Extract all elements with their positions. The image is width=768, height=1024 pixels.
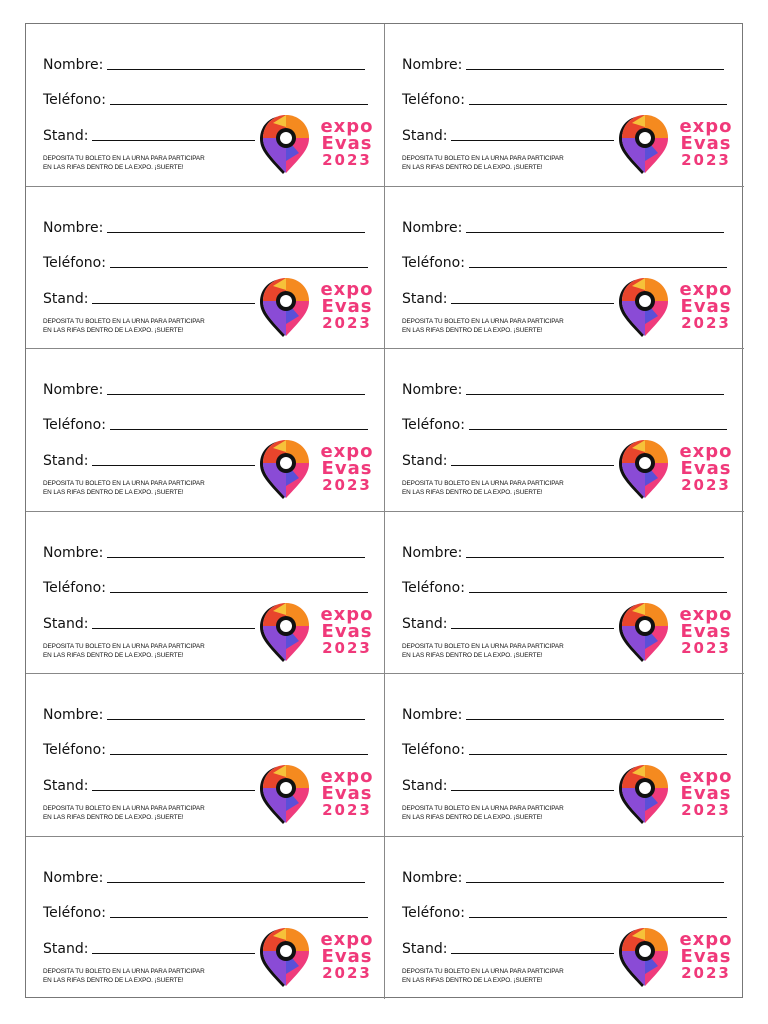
stand-field: [43, 122, 255, 144]
note-line-1: DEPOSITA TU BOLETO EN LA URNA PARA PARTICIPAR: [43, 642, 205, 650]
note-line-2: EN LAS RIFAS DENTRO DE LA EXPO. ¡SUERTE!: [402, 326, 543, 334]
brand-line-expo: expo: [679, 278, 733, 300]
stand-field: [43, 935, 255, 957]
telefono-label: Teléfono:: [43, 579, 106, 596]
telefono-label: Teléfono:: [43, 92, 106, 108]
raffle-ticket: [385, 24, 744, 187]
map-pin-icon: [259, 113, 311, 175]
brand-line-evas: Evas: [680, 458, 732, 479]
brand-line-evas: Evas: [321, 945, 373, 967]
nombre-field: [43, 701, 365, 723]
telefono-field: [43, 249, 368, 271]
telefono-input-line[interactable]: [110, 592, 368, 593]
note-line-1: DEPOSITA TU BOLETO EN LA URNA PARA PARTICIPAR: [43, 155, 205, 162]
brand-line-year: 2023: [681, 801, 731, 819]
raffle-ticket: [26, 512, 385, 675]
brand-line-evas: Evas: [321, 133, 373, 154]
nombre-field: [402, 51, 724, 73]
instructions-note: [402, 154, 612, 172]
nombre-label: Nombre:: [43, 219, 104, 236]
nombre-field: [43, 864, 365, 886]
map-pin-icon: [618, 276, 670, 338]
telefono-input-line[interactable]: [469, 429, 727, 430]
note-line-1: DEPOSITA TU BOLETO EN LA URNA PARA PARTICIPAR: [43, 967, 205, 975]
nombre-label: Nombre:: [402, 57, 463, 73]
brand-line-year: 2023: [322, 476, 372, 494]
map-pin-icon: [618, 763, 670, 825]
expo-evas-logo: [618, 763, 736, 827]
nombre-input-line[interactable]: [466, 557, 724, 558]
nombre-input-line[interactable]: [107, 882, 365, 883]
stand-field: [402, 935, 614, 957]
map-pin-icon: [259, 763, 311, 825]
brand-line-expo: expo: [320, 603, 374, 625]
telefono-input-line[interactable]: [110, 104, 368, 105]
raffle-ticket: [385, 837, 744, 1000]
instructions-note: [402, 479, 612, 497]
nombre-label: Nombre:: [43, 869, 104, 886]
nombre-field: [43, 539, 365, 561]
note-line-2: EN LAS RIFAS DENTRO DE LA EXPO. ¡SUERTE!: [43, 164, 184, 171]
brand-wordmark: [316, 928, 378, 982]
nombre-input-line[interactable]: [466, 69, 724, 70]
brand-line-year: 2023: [681, 476, 731, 494]
telefono-label: Teléfono:: [402, 417, 465, 433]
brand-wordmark: [675, 278, 737, 332]
nombre-label: Nombre:: [402, 869, 463, 886]
telefono-field: [43, 86, 368, 108]
brand-line-year: 2023: [681, 313, 731, 332]
brand-line-evas: Evas: [321, 620, 373, 642]
brand-line-evas: Evas: [680, 133, 732, 154]
stand-field: [402, 447, 614, 469]
brand-line-evas: Evas: [680, 945, 732, 967]
brand-line-expo: expo: [320, 116, 374, 137]
brand-line-expo: expo: [320, 928, 374, 950]
note-line-2: EN LAS RIFAS DENTRO DE LA EXPO. ¡SUERTE!: [402, 976, 543, 984]
telefono-label: Teléfono:: [402, 742, 465, 758]
telefono-label: Teléfono:: [43, 904, 106, 921]
telefono-field: [43, 574, 368, 596]
stand-field: [43, 447, 255, 469]
instructions-note: [43, 317, 253, 335]
nombre-label: Nombre:: [43, 707, 104, 723]
nombre-field: [402, 376, 724, 398]
note-line-2: EN LAS RIFAS DENTRO DE LA EXPO. ¡SUERTE!: [43, 651, 184, 659]
raffle-ticket: [385, 349, 744, 512]
stand-label: Stand:: [43, 615, 89, 632]
note-line-1: DEPOSITA TU BOLETO EN LA URNA PARA PARTICIPAR: [43, 317, 205, 325]
brand-line-evas: Evas: [321, 783, 373, 804]
stand-input-line[interactable]: [451, 628, 614, 629]
instructions-note: [43, 154, 253, 172]
brand-line-year: 2023: [322, 638, 372, 657]
nombre-field: [43, 376, 365, 398]
telefono-field: [402, 574, 727, 596]
brand-line-evas: Evas: [680, 295, 732, 317]
stand-label: Stand:: [402, 615, 448, 632]
stand-input-line[interactable]: [451, 465, 614, 466]
brand-line-year: 2023: [681, 151, 731, 169]
telefono-input-line[interactable]: [110, 754, 368, 755]
stand-input-line[interactable]: [92, 303, 255, 304]
brand-line-evas: Evas: [321, 295, 373, 317]
telefono-field: [402, 249, 727, 271]
note-line-2: EN LAS RIFAS DENTRO DE LA EXPO. ¡SUERTE!: [43, 976, 184, 984]
nombre-field: [402, 539, 724, 561]
brand-line-year: 2023: [322, 313, 372, 332]
expo-evas-logo: [618, 438, 736, 502]
telefono-field: [43, 411, 368, 433]
stand-input-line[interactable]: [92, 953, 255, 954]
note-line-2: EN LAS RIFAS DENTRO DE LA EXPO. ¡SUERTE!: [402, 651, 543, 659]
note-line-1: DEPOSITA TU BOLETO EN LA URNA PARA PARTICIPAR: [43, 805, 205, 812]
raffle-ticket: [385, 674, 744, 837]
note-line-2: EN LAS RIFAS DENTRO DE LA EXPO. ¡SUERTE!: [402, 814, 543, 821]
note-line-1: DEPOSITA TU BOLETO EN LA URNA PARA PARTICIPAR: [402, 480, 564, 487]
stand-input-line[interactable]: [451, 303, 614, 304]
brand-line-expo: expo: [679, 928, 733, 950]
expo-evas-logo: [618, 601, 736, 665]
brand-line-evas: Evas: [680, 783, 732, 804]
map-pin-icon: [618, 438, 670, 500]
nombre-label: Nombre:: [402, 219, 463, 236]
map-pin-icon: [618, 926, 670, 988]
telefono-field: [402, 899, 727, 921]
raffle-ticket: [26, 674, 385, 837]
instructions-note: [402, 317, 612, 335]
map-pin-icon: [259, 926, 311, 988]
note-line-1: DEPOSITA TU BOLETO EN LA URNA PARA PARTICIPAR: [402, 642, 564, 650]
brand-wordmark: [316, 443, 378, 493]
stand-input-line[interactable]: [92, 628, 255, 629]
brand-wordmark: [316, 278, 378, 332]
stand-field: [43, 285, 255, 307]
expo-evas-logo: [618, 276, 736, 340]
stand-input-line[interactable]: [92, 140, 255, 141]
nombre-input-line[interactable]: [466, 394, 724, 395]
brand-wordmark: [316, 768, 378, 818]
map-pin-icon: [259, 438, 311, 500]
map-pin-icon: [618, 601, 670, 663]
telefono-field: [43, 736, 368, 758]
brand-line-evas: Evas: [680, 620, 732, 642]
brand-wordmark: [316, 118, 378, 168]
telefono-label: Teléfono:: [43, 417, 106, 433]
telefono-input-line[interactable]: [469, 754, 727, 755]
stand-field: [43, 772, 255, 794]
note-line-1: DEPOSITA TU BOLETO EN LA URNA PARA PARTICIPAR: [43, 480, 205, 487]
nombre-label: Nombre:: [402, 544, 463, 561]
brand-line-expo: expo: [679, 603, 733, 625]
brand-line-expo: expo: [320, 278, 374, 300]
stand-label: Stand:: [402, 453, 448, 469]
expo-evas-logo: [259, 763, 377, 827]
raffle-ticket: [26, 187, 385, 350]
instructions-note: [43, 642, 253, 660]
instructions-note: [402, 967, 612, 985]
raffle-ticket: [26, 837, 385, 1000]
expo-evas-logo: [259, 601, 377, 665]
stand-field: [402, 122, 614, 144]
ticket-sheet: [25, 23, 743, 998]
telefono-field: [43, 899, 368, 921]
brand-wordmark: [675, 928, 737, 982]
raffle-ticket: [385, 187, 744, 350]
nombre-input-line[interactable]: [466, 719, 724, 720]
brand-line-expo: expo: [679, 441, 733, 462]
expo-evas-logo: [259, 438, 377, 502]
nombre-field: [43, 214, 365, 236]
brand-line-expo: expo: [679, 766, 733, 787]
map-pin-icon: [259, 276, 311, 338]
note-line-2: EN LAS RIFAS DENTRO DE LA EXPO. ¡SUERTE!: [402, 489, 543, 496]
stand-input-line[interactable]: [92, 465, 255, 466]
nombre-label: Nombre:: [43, 57, 104, 73]
instructions-note: [402, 642, 612, 660]
nombre-input-line[interactable]: [107, 394, 365, 395]
nombre-input-line[interactable]: [107, 719, 365, 720]
telefono-input-line[interactable]: [469, 917, 727, 918]
nombre-input-line[interactable]: [107, 557, 365, 558]
nombre-field: [402, 701, 724, 723]
nombre-input-line[interactable]: [107, 232, 365, 233]
instructions-note: [402, 804, 612, 822]
stand-label: Stand:: [43, 290, 89, 307]
note-line-1: DEPOSITA TU BOLETO EN LA URNA PARA PARTICIPAR: [402, 805, 564, 812]
brand-line-year: 2023: [681, 963, 731, 982]
telefono-input-line[interactable]: [110, 267, 368, 268]
stand-label: Stand:: [43, 453, 89, 469]
expo-evas-logo: [259, 113, 377, 177]
telefono-input-line[interactable]: [469, 592, 727, 593]
brand-wordmark: [316, 603, 378, 657]
stand-label: Stand:: [43, 778, 89, 794]
stand-field: [402, 285, 614, 307]
brand-wordmark: [675, 443, 737, 493]
telefono-label: Teléfono:: [43, 742, 106, 758]
brand-line-expo: expo: [320, 766, 374, 787]
nombre-input-line[interactable]: [107, 69, 365, 70]
stand-field: [402, 610, 614, 632]
nombre-input-line[interactable]: [466, 232, 724, 233]
stand-label: Stand:: [402, 778, 448, 794]
stand-label: Stand:: [402, 128, 448, 144]
telefono-label: Teléfono:: [402, 92, 465, 108]
stand-input-line[interactable]: [92, 790, 255, 791]
telefono-label: Teléfono:: [43, 254, 106, 271]
map-pin-icon: [259, 601, 311, 663]
nombre-label: Nombre:: [402, 382, 463, 398]
raffle-ticket: [26, 349, 385, 512]
stand-label: Stand:: [402, 940, 448, 957]
nombre-field: [43, 51, 365, 73]
expo-evas-logo: [259, 276, 377, 340]
stand-input-line[interactable]: [451, 790, 614, 791]
note-line-2: EN LAS RIFAS DENTRO DE LA EXPO. ¡SUERTE!: [43, 814, 184, 821]
stand-input-line[interactable]: [451, 953, 614, 954]
instructions-note: [43, 479, 253, 497]
expo-evas-logo: [618, 113, 736, 177]
stand-label: Stand:: [43, 940, 89, 957]
expo-evas-logo: [259, 926, 377, 990]
brand-line-year: 2023: [322, 801, 372, 819]
stand-label: Stand:: [402, 290, 448, 307]
brand-line-year: 2023: [322, 963, 372, 982]
brand-line-expo: expo: [320, 441, 374, 462]
brand-wordmark: [675, 118, 737, 168]
brand-line-expo: expo: [679, 116, 733, 137]
nombre-label: Nombre:: [402, 707, 463, 723]
telefono-label: Teléfono:: [402, 254, 465, 271]
telefono-field: [402, 411, 727, 433]
stand-field: [402, 772, 614, 794]
telefono-field: [402, 86, 727, 108]
instructions-note: [43, 967, 253, 985]
stand-field: [43, 610, 255, 632]
brand-wordmark: [675, 603, 737, 657]
nombre-field: [402, 864, 724, 886]
note-line-1: DEPOSITA TU BOLETO EN LA URNA PARA PARTICIPAR: [402, 155, 564, 162]
telefono-field: [402, 736, 727, 758]
expo-evas-logo: [618, 926, 736, 990]
telefono-input-line[interactable]: [469, 104, 727, 105]
note-line-2: EN LAS RIFAS DENTRO DE LA EXPO. ¡SUERTE!: [43, 326, 184, 334]
telefono-input-line[interactable]: [110, 917, 368, 918]
nombre-input-line[interactable]: [466, 882, 724, 883]
telefono-input-line[interactable]: [469, 267, 727, 268]
nombre-field: [402, 214, 724, 236]
note-line-1: DEPOSITA TU BOLETO EN LA URNA PARA PARTICIPAR: [402, 317, 564, 325]
brand-line-evas: Evas: [321, 458, 373, 479]
raffle-ticket: [385, 512, 744, 675]
brand-wordmark: [675, 768, 737, 818]
brand-line-year: 2023: [681, 638, 731, 657]
stand-label: Stand:: [43, 128, 89, 144]
note-line-1: DEPOSITA TU BOLETO EN LA URNA PARA PARTICIPAR: [402, 967, 564, 975]
instructions-note: [43, 804, 253, 822]
raffle-ticket: [26, 24, 385, 187]
stand-input-line[interactable]: [451, 140, 614, 141]
brand-line-year: 2023: [322, 151, 372, 169]
map-pin-icon: [618, 113, 670, 175]
telefono-input-line[interactable]: [110, 429, 368, 430]
telefono-label: Teléfono:: [402, 904, 465, 921]
note-line-2: EN LAS RIFAS DENTRO DE LA EXPO. ¡SUERTE!: [402, 164, 543, 171]
telefono-label: Teléfono:: [402, 579, 465, 596]
note-line-2: EN LAS RIFAS DENTRO DE LA EXPO. ¡SUERTE!: [43, 489, 184, 496]
nombre-label: Nombre:: [43, 382, 104, 398]
nombre-label: Nombre:: [43, 544, 104, 561]
